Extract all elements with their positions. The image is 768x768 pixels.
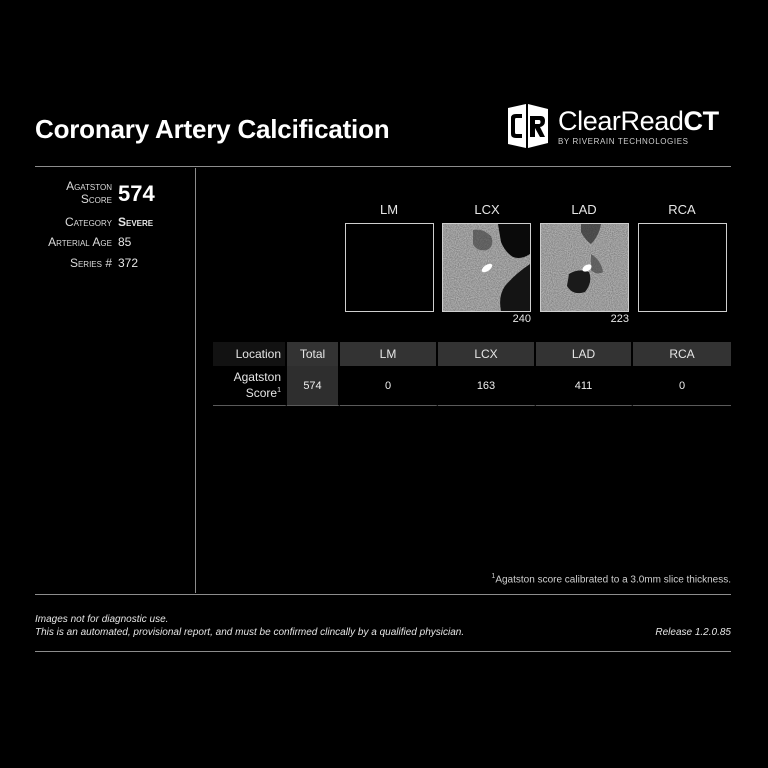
cell-total: 574 [287, 366, 340, 406]
arterial-age-label: Arterial Age [48, 235, 112, 249]
thumbnail-lm[interactable] [345, 223, 434, 312]
disclaimer-line-1: Images not for diagnostic use. [35, 614, 169, 625]
sidebar-divider [195, 168, 196, 593]
agatston-score-label: Agatston Score [66, 179, 112, 206]
category-label: Category [64, 215, 112, 229]
header-total: Total [287, 342, 340, 366]
report-title: Coronary Artery Calcification [35, 114, 390, 144]
table-row [213, 366, 731, 406]
cell-lad: 411 [536, 366, 633, 406]
thumbnail-lad[interactable] [540, 223, 629, 312]
arterial-age-value: 85 [118, 235, 132, 249]
category-value: Severe [118, 215, 154, 229]
slice-number-lcx: 240 [512, 313, 531, 325]
thumbnail-label-lcx: LCX [474, 202, 500, 217]
disclaimer-line-2: This is an automated, provisional report, and must be confirmed clincally by a qualified physician. [35, 627, 465, 638]
clearread-logo-icon [508, 104, 550, 148]
release-version: Release 1.2.0.85 [655, 627, 731, 638]
thumbnail-label-rca: RCA [668, 202, 696, 217]
thumbnail-rca[interactable] [638, 223, 727, 312]
ct-slice-lcx-image [443, 224, 530, 311]
cell-lcx: 163 [438, 366, 536, 406]
row-label-agatston-score: Agatston Score$^1$ [213, 366, 287, 406]
calibration-footnote: $^1$Agatston score calibrated to a 3.0mm slice thickness. [491, 573, 731, 586]
agatston-scores-table [213, 342, 731, 406]
series-label: Series # [69, 256, 112, 270]
thumbnail-label-lad: LAD [571, 202, 597, 217]
thumbnail-label-lm: LM [379, 202, 399, 217]
header-lcx: LCX [438, 342, 536, 366]
logo-subtitle: BY RIVERAIN TECHNOLOGIES [558, 137, 689, 146]
header-location: Location [213, 342, 287, 366]
agatston-score-value: 574 [118, 181, 155, 206]
header-rca: RCA [633, 342, 731, 366]
header-lad: LAD [536, 342, 633, 366]
header-lm: LM [340, 342, 438, 366]
header-divider [35, 166, 731, 167]
content-divider [35, 594, 731, 595]
cell-lm: 0 [340, 366, 438, 406]
logo-name-bold: CT [683, 106, 719, 136]
logo-wordmark [558, 106, 719, 137]
logo-name-light: ClearRead [558, 106, 684, 136]
cell-rca: 0 [633, 366, 731, 406]
slice-number-lad: 223 [610, 313, 629, 325]
footer-divider [35, 651, 731, 652]
ct-slice-lad-image [541, 224, 628, 311]
thumbnail-lcx[interactable] [442, 223, 531, 312]
series-value: 372 [118, 256, 139, 270]
table-header-row [213, 342, 731, 366]
clearread-logo [508, 104, 738, 150]
